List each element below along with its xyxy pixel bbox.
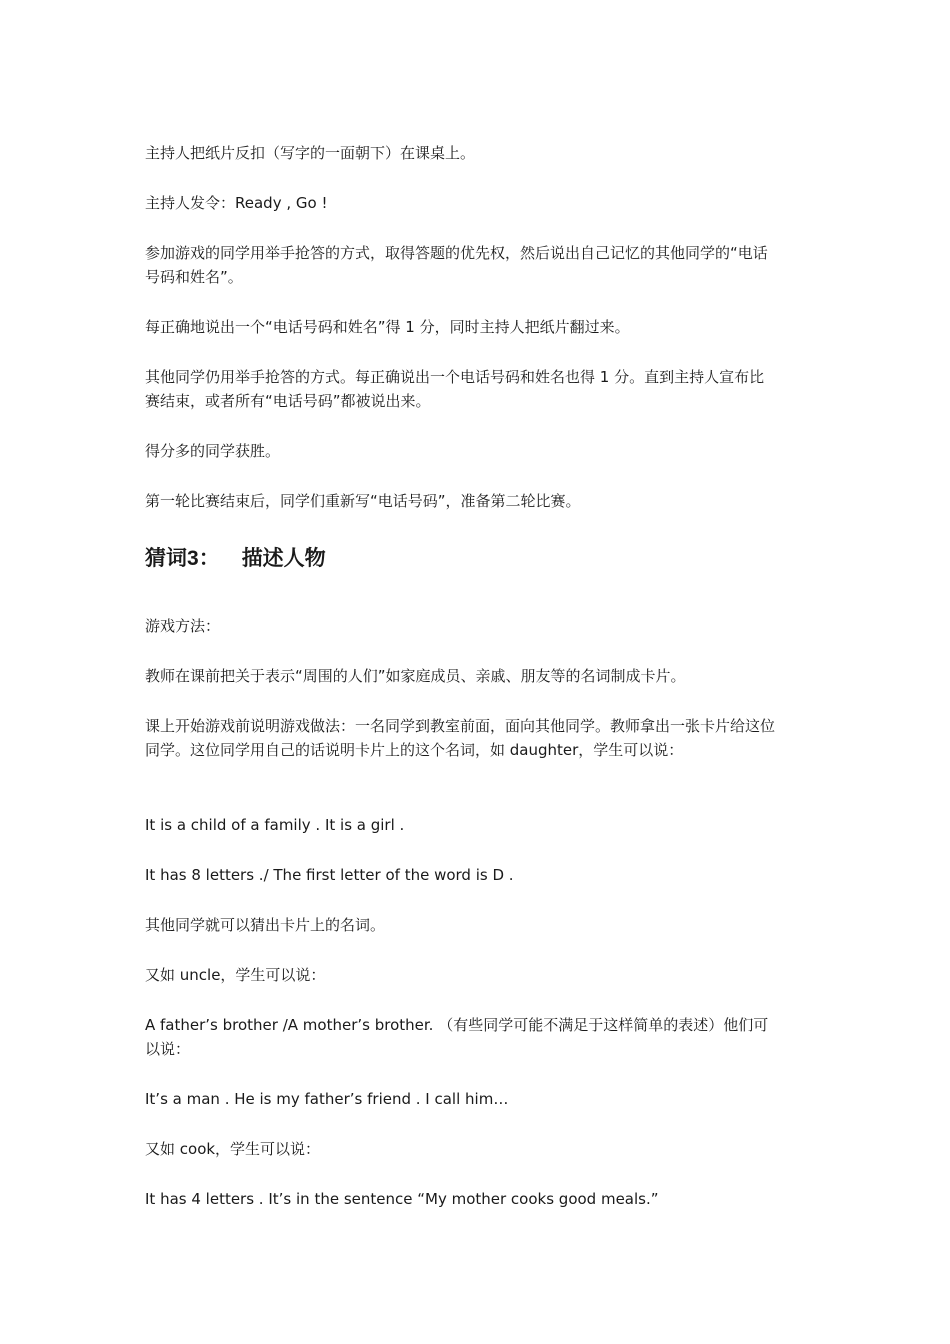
paragraph-cook-example: It has 4 letters . It’s in the sentence “My mother cooks good meals.”	[145, 1190, 659, 1208]
paragraph-others-answer: 其他同学仍用举手抢答的方式。每正确说出一个电话号码和姓名也得 1 分。直到主持人宣布比赛结束，或者所有“电话号码”都被说出来。	[145, 368, 765, 410]
paragraph-score-rule: 每正确地说出一个“电话号码和姓名”得 1 分，同时主持人把纸片翻过来。	[145, 318, 630, 336]
heading-number: 3	[187, 547, 199, 570]
paragraph-uncle-example: A father’s brother /A mother’s brother. （有些同学可能不满足于这样简单的表述）他们可以说：	[145, 1016, 769, 1058]
paragraph-winner: 得分多的同学获胜。	[145, 442, 281, 460]
paragraph-teacher-cards: 教师在课前把关于表示“周围的人们”如家庭成员、亲戚、朋友等的名词制成卡片。	[145, 667, 686, 685]
paragraph-example-letters: It has 8 letters ./ The first letter of the word is D .	[145, 866, 514, 884]
paragraph-uncle: 又如 uncle，学生可以说：	[145, 966, 326, 984]
paragraph-example-girl: It is a child of a family . It is a girl .	[145, 816, 405, 834]
paragraph-raise-hand: 参加游戏的同学用举手抢答的方式，取得答题的优先权，然后说出自己记忆的其他同学的“电话号码和姓名”。	[145, 244, 768, 286]
heading-prefix: 猜词	[145, 546, 187, 570]
paragraph-man-example: It’s a man . He is my father’s friend . I call him…	[145, 1090, 509, 1108]
paragraph-host-face-down: 主持人把纸片反扣（写字的一面朝下）在课桌上。	[145, 144, 476, 162]
paragraph-explain-rules: 课上开始游戏前说明游戏做法：一名同学到教室前面，面向其他同学。教师拿出一张卡片给这位同学。这位同学用自己的话说明卡片上的这个名词，如 daughter，学生可以说：	[145, 717, 776, 759]
heading-colon: ：	[198, 546, 220, 570]
heading-title: 描述人物	[241, 546, 326, 570]
paragraph-second-round: 第一轮比赛结束后，同学们重新写“电话号码”，准备第二轮比赛。	[145, 492, 581, 510]
paragraph-host-command: 主持人发令：Ready , Go !	[145, 194, 328, 212]
paragraph-guess-noun: 其他同学就可以猜出卡片上的名词。	[145, 916, 386, 934]
paragraph-cook: 又如 cook，学生可以说：	[145, 1140, 321, 1158]
section-heading	[145, 544, 326, 573]
paragraph-game-method: 游戏方法：	[145, 617, 221, 635]
